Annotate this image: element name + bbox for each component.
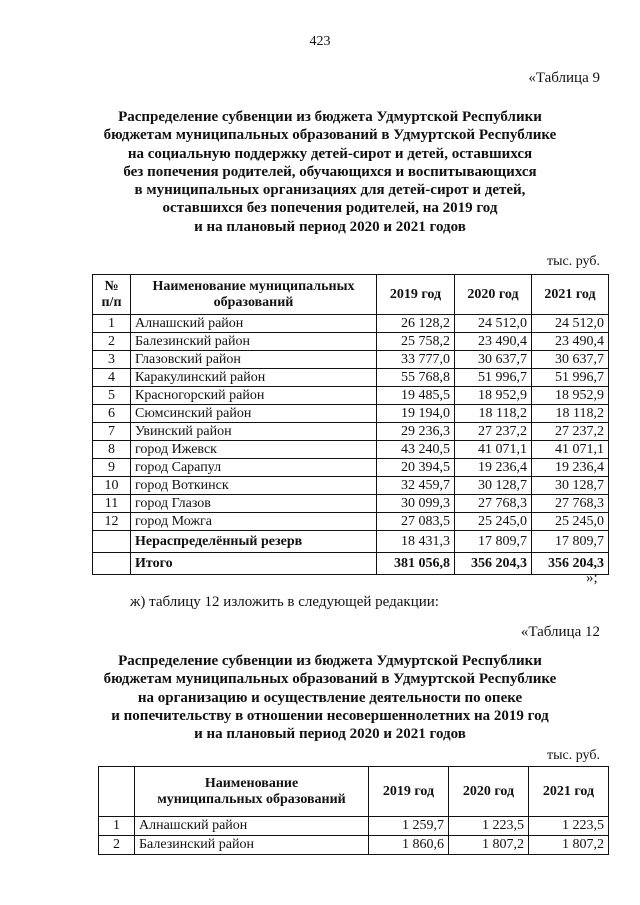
title-line: и на плановый период 2020 и 2021 годов [194,726,466,743]
table9-closing-quote: »; [586,570,598,586]
table-row: 12 город Можга 27 083,5 25 245,0 25 245,0 [93,513,609,531]
header-2019: 2019 год [377,275,455,315]
title-line: и на плановый период 2020 и 2021 годов [194,218,466,235]
table-row: 3 Глазовский район 33 777,0 30 637,7 30 637,7 [93,351,609,369]
table12-title [60,652,600,743]
total-label: Итого [131,553,377,575]
table9 [92,274,609,575]
table9-total-row: Итого 381 056,8 356 204,3 356 204,3 [93,553,609,575]
header-name: Наименование муниципальных образований [135,767,369,817]
table9-title [60,108,600,236]
header-num [99,767,135,817]
title-line: бюджетам муниципальных образований в Удмуртской Республике [103,671,557,688]
header-num: № п/п [93,275,131,315]
header-2021: 2021 год [532,275,609,315]
title-line: без попечения родителей, обучающихся и воспитывающихся [123,163,537,180]
table-row: 5 Красногорский район 19 485,5 18 952,9 18 952,9 [93,387,609,405]
table-row: 1 Алнашский район 1 259,7 1 223,5 1 223,5 [99,817,609,836]
table-row: 7 Увинский район 29 236,3 27 237,2 27 237,2 [93,423,609,441]
title-line: и попечительству в отношении несовершеннолетних на 2019 год [111,707,549,724]
header-2021: 2021 год [529,767,609,817]
table9-header-row [93,275,609,315]
table12-reference: «Таблица 12 [520,624,600,640]
title-line: на организацию и осуществление деятельности по опеке [137,689,523,706]
table-row: 10 город Воткинск 32 459,7 30 128,7 30 128,7 [93,477,609,495]
table-row: 11 город Глазов 30 099,3 27 768,3 27 768,3 [93,495,609,513]
amendment-instruction: ж) таблицу 12 изложить в следующей редакции: [130,594,439,610]
title-line: бюджетам муниципальных образований в Удмуртской Республике [103,127,557,144]
table-row: 2 Балезинский район 25 758,2 23 490,4 23 490,4 [93,333,609,351]
header-name: Наименование муниципальных образований [131,275,377,315]
table-row: 2 Балезинский район 1 860,6 1 807,2 1 807,2 [99,836,609,855]
title-line: в муниципальных организациях для детей-сирот и детей, [134,182,526,199]
title-line: на социальную поддержку детей-сирот и детей, оставшихся [127,145,533,162]
title-line: Распределение субвенции из бюджета Удмуртской Республики [118,109,542,125]
table12-unit: тыс. руб. [547,748,600,763]
table-row: 4 Каракулинский район 55 768,8 51 996,7 51 996,7 [93,369,609,387]
header-2020: 2020 год [455,275,532,315]
reserve-label: Нераспределённый резерв [131,531,377,553]
title-line: Распределение субвенции из бюджета Удмуртской Республики [118,653,542,669]
table12-header-row [99,767,609,817]
table-row: 8 город Ижевск 43 240,5 41 071,1 41 071,1 [93,441,609,459]
table-row: 1 Алнашский район 26 128,2 24 512,0 24 512,0 [93,315,609,333]
table12 [98,766,609,855]
table-row: 6 Сюмсинский район 19 194,0 18 118,2 18 118,2 [93,405,609,423]
table9-reference: «Таблица 9 [528,70,600,86]
page-number: 423 [309,34,331,49]
table9-unit: тыс. руб. [547,254,600,269]
header-2019: 2019 год [369,767,449,817]
title-line: оставшихся без попечения родителей, на 2019 год [162,200,498,217]
header-2020: 2020 год [449,767,529,817]
table9-reserve-row: Нераспределённый резерв 18 431,3 17 809,7 17 809,7 [93,531,609,553]
table-row: 9 город Сарапул 20 394,5 19 236,4 19 236,4 [93,459,609,477]
